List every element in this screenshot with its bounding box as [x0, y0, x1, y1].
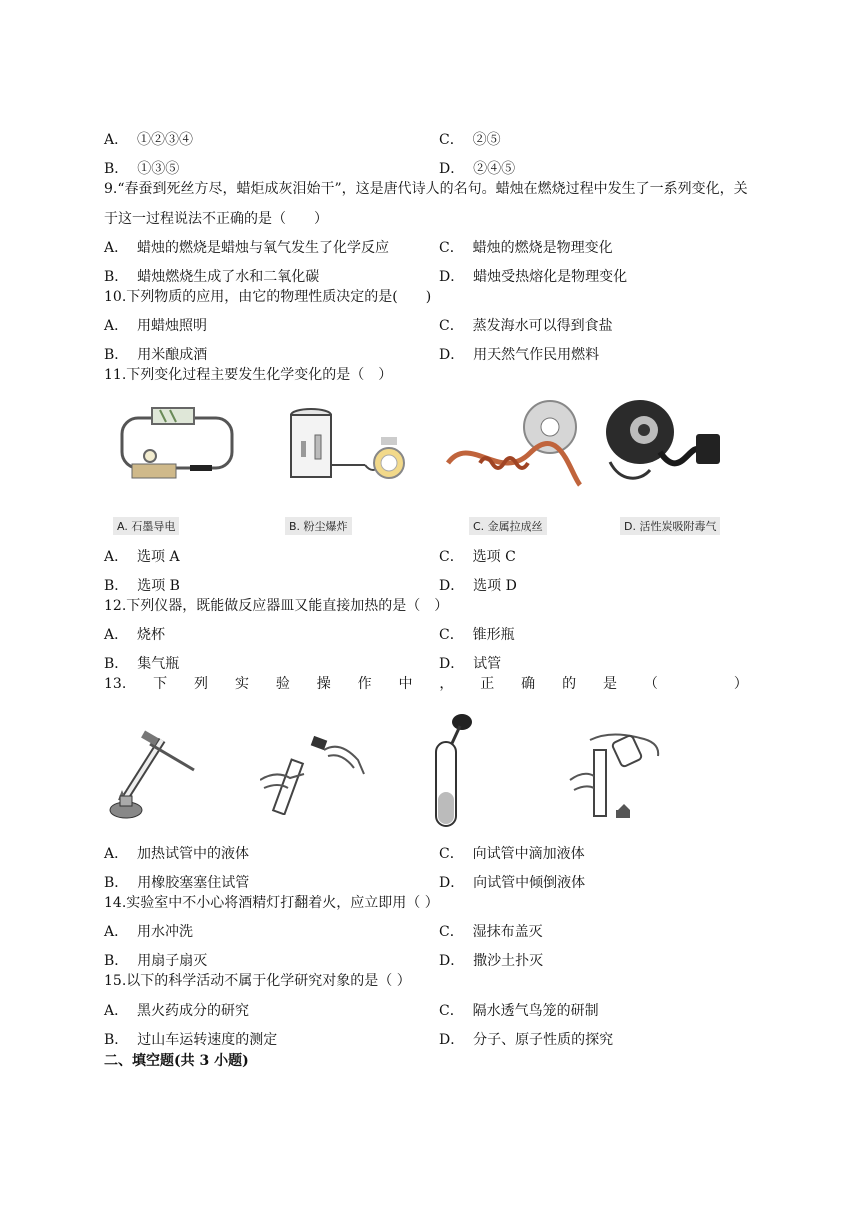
- q11-option-a: A． 选项 A: [104, 549, 180, 565]
- q14-option-d: D． 撒沙土扑灭: [439, 953, 544, 969]
- q13-stem-part: 下: [153, 676, 168, 692]
- q11-option-c: C． 选项 C: [439, 549, 516, 565]
- figure-caption-b: B. 粉尘爆炸: [285, 517, 352, 535]
- q14-option-c: C． 湿抹布盖灭: [439, 924, 543, 940]
- q12-stem: 12.下列仪器，既能做反应器皿又能直接加热的是（ ）: [104, 598, 449, 614]
- dropper-figure: [428, 712, 488, 832]
- heating-liquid-figure: [104, 730, 199, 822]
- section-heading: 二、填空题(共 3 小题): [104, 1053, 249, 1069]
- q13-stem: [104, 673, 748, 695]
- q9-option-a: A． 蜡烛的燃烧是蜡烛与氧气发生了化学反应: [104, 240, 390, 256]
- q10-option-b: B． 用米酿成酒: [104, 347, 208, 363]
- q13-option-b: B． 用橡胶塞塞住试管: [104, 875, 250, 891]
- q13-stem-part: 确: [521, 676, 536, 692]
- q11-stem: 11.下列变化过程主要发生化学变化的是（ ）: [104, 367, 393, 383]
- q14-option-a: A． 用水冲洗: [104, 924, 194, 940]
- q12-option-c: C． 锥形瓶: [439, 627, 515, 643]
- q13-stem-part: ）: [733, 676, 748, 692]
- q8-option-c: C． ②⑤: [439, 132, 501, 148]
- q15-option-d: D． 分子、原子性质的探究: [439, 1032, 614, 1048]
- q9-stem: 9.“春蚕到死丝方尽，蜡炬成灰泪始干”，这是唐代诗人的名句。蜡烛在燃烧过程中发生了一系列变化，关于这一过程说法不正确的是（ ）: [104, 181, 748, 227]
- q13-option-a: A． 加热试管中的液体: [104, 846, 250, 862]
- q13-stem-part: 的: [562, 676, 577, 692]
- q13-option-c: C． 向试管中滴加液体: [439, 846, 585, 862]
- q12-option-b: B． 集气瓶: [104, 656, 180, 672]
- q10-option-d: D． 用天然气作民用燃料: [439, 347, 600, 363]
- q10-option-a: A． 用蜡烛照明: [104, 318, 208, 334]
- q8-option-d: D． ②④⑤: [439, 161, 516, 177]
- q13-stem-part: 列: [194, 676, 209, 692]
- figure-caption-d: D. 活性炭吸附毒气: [620, 517, 720, 535]
- q10-stem: 10.下列物质的应用，由它的物理性质决定的是( ): [104, 289, 432, 305]
- q15-option-c: C． 隔水透气鸟笼的研制: [439, 1003, 599, 1019]
- q13-stem-part: ，: [439, 676, 454, 692]
- q9-option-c: C． 蜡烛的燃烧是物理变化: [439, 240, 613, 256]
- figure-caption-a: A. 石墨导电: [113, 517, 179, 535]
- q10-option-c: C． 蒸发海水可以得到食盐: [439, 318, 613, 334]
- figure-caption-c: C. 金属拉成丝: [469, 517, 547, 535]
- q13-stem-part: 作: [357, 676, 372, 692]
- q12-option-d: D． 试管: [439, 656, 502, 672]
- q12-option-a: A． 烧杯: [104, 627, 166, 643]
- q13-stem-part: 实: [234, 676, 249, 692]
- q8-option-b: B． ①③⑤: [104, 161, 180, 177]
- q9-option-d: D． 蜡烛受热熔化是物理变化: [439, 269, 628, 285]
- pouring-liquid-figure: [560, 730, 670, 822]
- stopper-tube-figure: [260, 730, 370, 815]
- q9-option-b: B． 蜡烛燃烧生成了水和二氧化碳: [104, 269, 320, 285]
- q11-option-d: D． 选项 D: [439, 578, 517, 594]
- q15-option-b: B． 过山车运转速度的测定: [104, 1032, 278, 1048]
- q15-stem: 15.以下的科学活动不属于化学研究对象的是（ ）: [104, 973, 411, 989]
- q14-stem: 14.实验室中不小心将酒精灯打翻着火，应立即用（ ）: [104, 895, 439, 911]
- gas-mask-figure: [600, 392, 730, 492]
- q13-stem-part: 验: [275, 676, 290, 692]
- graphite-conductivity-figure: [112, 398, 242, 494]
- q15-option-a: A． 黑火药成分的研究: [104, 1003, 250, 1019]
- metal-wire-figure: [440, 393, 585, 498]
- q13-stem-part: 正: [480, 676, 495, 692]
- q13-stem-part: 操: [316, 676, 331, 692]
- q11-option-b: B． 选项 B: [104, 578, 180, 594]
- q8-option-a: A． ①②③④: [104, 132, 194, 148]
- q13-stem-part: 13.: [104, 676, 127, 692]
- q14-option-b: B． 用扇子扇灭: [104, 953, 208, 969]
- q13-stem-part: （: [643, 676, 658, 692]
- q13-stem-part: 是: [602, 676, 617, 692]
- q13-stem-part: 中: [398, 676, 413, 692]
- q13-option-d: D． 向试管中倾倒液体: [439, 875, 586, 891]
- dust-explosion-figure: [285, 405, 415, 495]
